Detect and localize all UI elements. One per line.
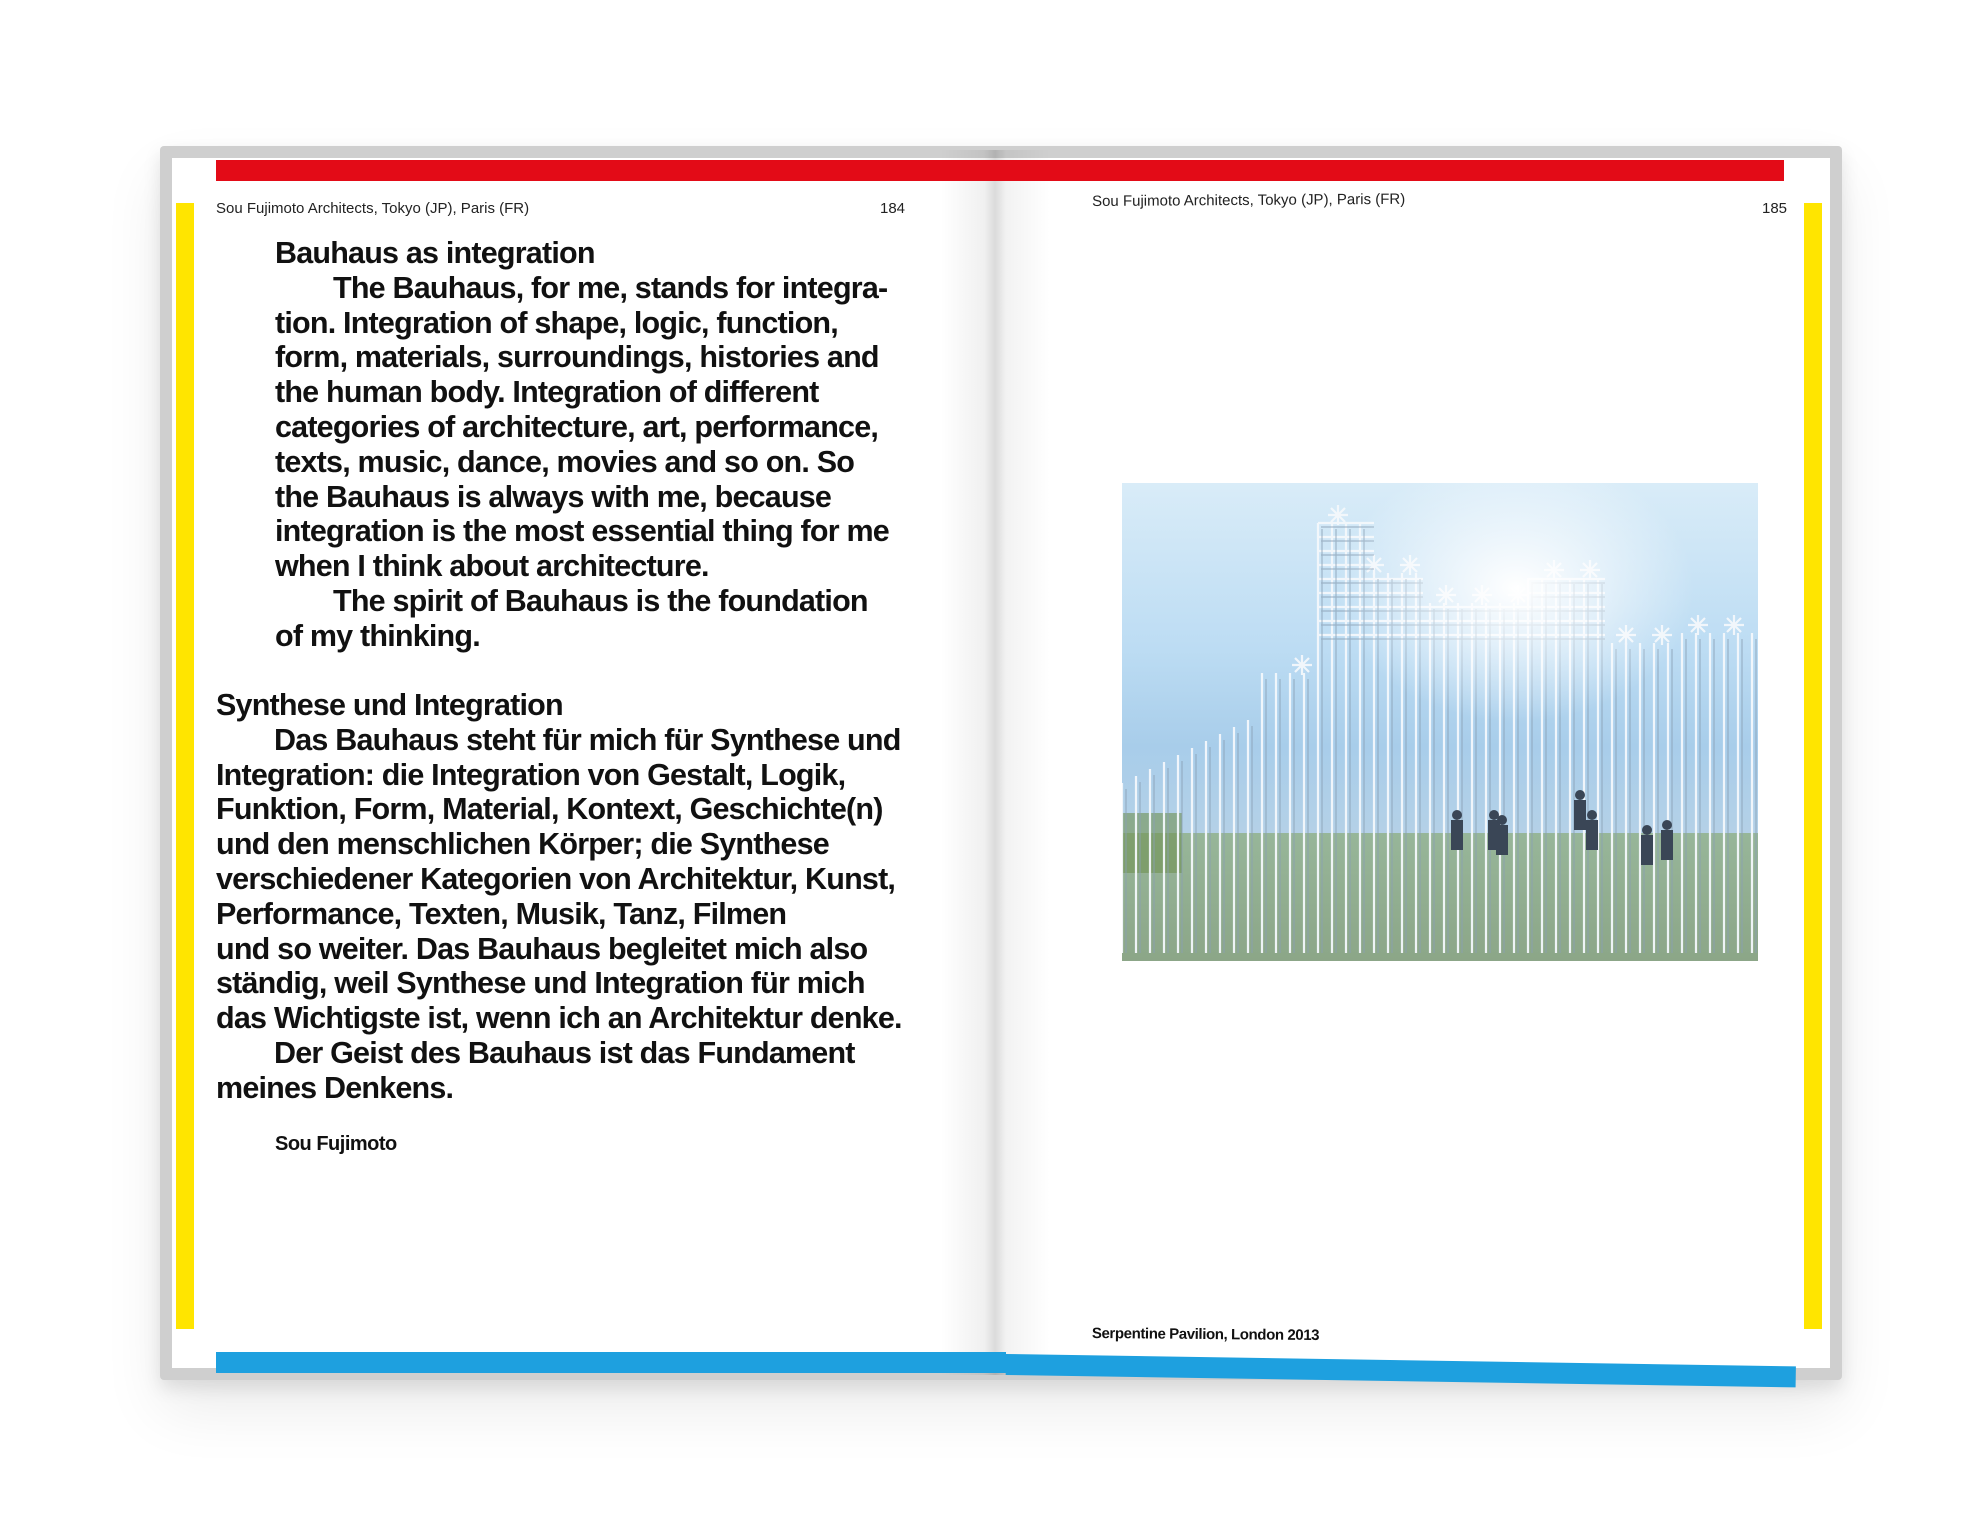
german-line: meines Denkens.	[216, 1070, 454, 1105]
english-line: texts, music, dance, movies and so on. So	[275, 444, 855, 479]
english-line: form, materials, surroundings, histories and	[275, 340, 879, 375]
english-line: categories of architecture, art, performance,	[275, 409, 879, 444]
english-line: the Bauhaus is always with me, because	[275, 479, 832, 514]
english-text-block	[275, 236, 915, 654]
book-gutter	[940, 150, 1050, 1375]
english-heading: Bauhaus as integration	[275, 236, 595, 270]
english-line: when I think about architecture.	[275, 549, 709, 584]
yellow-color-bar-right	[1804, 203, 1822, 1329]
german-line: das Wichtigste ist, wenn ich an Architektur denke.	[216, 1001, 902, 1036]
pavilion-photo	[1122, 483, 1758, 961]
german-line: Das Bauhaus steht für mich für Synthese und	[274, 722, 901, 757]
red-color-bar	[216, 160, 1784, 181]
german-line: und so weiter. Das Bauhaus begleitet mich also	[216, 931, 868, 966]
german-line: Der Geist des Bauhaus ist das Fundament	[274, 1035, 855, 1070]
german-line: ständig, weil Synthese und Integration für mich	[216, 966, 865, 1001]
running-head-right: Sou Fujimoto Architects, Tokyo (JP), Paris (FR)	[1092, 190, 1406, 210]
yellow-color-bar-left	[176, 203, 194, 1329]
blue-color-bar-left	[216, 1352, 1006, 1373]
photo-caption: Serpentine Pavilion, London 2013	[1091, 1325, 1320, 1344]
german-line: verschiedener Kategorien von Architektur, Kunst,	[216, 861, 896, 896]
english-line: the human body. Integration of different	[275, 375, 819, 410]
german-line: Funktion, Form, Material, Kontext, Geschichte(n)	[216, 792, 883, 827]
english-line: of my thinking.	[275, 618, 480, 653]
running-head-left: Sou Fujimoto Architects, Tokyo (JP), Paris (FR)	[216, 200, 530, 217]
german-heading: Synthese und Integration	[216, 688, 563, 722]
english-line: tion. Integration of shape, logic, function,	[275, 305, 838, 340]
author-signature: Sou Fujimoto	[275, 1133, 397, 1155]
english-line: integration is the most essential thing for me	[275, 514, 889, 549]
german-text-block	[216, 688, 936, 1106]
german-line: Performance, Texten, Musik, Tanz, Filmen	[216, 896, 787, 931]
english-line: The Bauhaus, for me, stands for integra-	[333, 270, 888, 305]
page-number-right: 185	[1762, 200, 1788, 217]
page-number-left: 184	[880, 200, 906, 217]
english-line: The spirit of Bauhaus is the foundation	[333, 583, 868, 618]
german-line: und den menschlichen Körper; die Synthese	[216, 827, 829, 862]
german-line: Integration: die Integration von Gestalt, Logik,	[216, 757, 846, 792]
